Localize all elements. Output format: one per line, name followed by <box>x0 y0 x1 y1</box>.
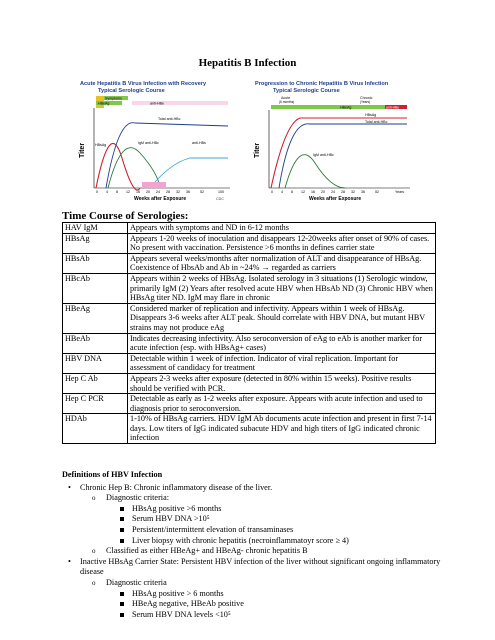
fig-left-antihbe-box <box>132 101 228 105</box>
marker-cell: Hep C PCR <box>63 394 128 414</box>
fig-left-tick: 16 <box>136 190 140 194</box>
fig-left-hbeag-label: HBeAg <box>98 101 110 106</box>
fig-right-tick: 52 <box>375 190 379 194</box>
description-cell: Appears several weeks/months after normalization of ALT and disappearance of HBsAg. Coexistence of HbsAb and Ab in ~24% → regarded as carriers <box>128 253 436 273</box>
description-cell: Detectable as early as 1-2 weeks after exposure. Appears with acute infection and used to diagnosis prior to seroconversion. <box>128 394 436 414</box>
fig-left-hbsag-label: HBsAg <box>95 143 107 147</box>
serology-table <box>62 222 436 444</box>
fig-right-tick: 8 <box>291 190 293 194</box>
table-row <box>63 353 436 373</box>
document-title: Hepatitis B Infection <box>198 57 297 69</box>
fig-right-acute-sub: (6 months) <box>279 100 295 104</box>
description-cell: Indicates decreasing infectivity. Also seroconversion of eAg to eAb is another marker for acute infection (esp. with HBsAg+ cases) <box>128 333 436 353</box>
fig-right-title-1: Progression to Chronic Hepatitis B Virus Infection <box>255 81 389 87</box>
list-item: HBsAg positive >6 months <box>62 504 442 515</box>
fig-left-symptoms-label: Symptoms <box>105 96 122 101</box>
fig-left-ylabel: Titer <box>79 142 86 158</box>
description-cell: 1-10% of HBsAg carriers. HDV IgM Ab documents acute infection and present in first 7-14 days. Low titers of IgG indicated subacute HDV and high titers of IgG indicated chronic infection <box>128 414 436 444</box>
description-cell: Appears within 2 weeks of HBsAg. Isolated serology in 3 situations (1) Serologic window, primarily IgM (2) Years after resolved acute HBV when HBsAb ND (3) Chronic HBV when HBsAg titer ND. IgM may flare in chronic <box>128 273 436 303</box>
fig-left-total-antihbc-label: Total anti-HBc <box>158 117 181 121</box>
fig-right-tick: 36 <box>361 190 365 194</box>
fig-left-xlabel: Weeks after Exposure <box>134 196 187 202</box>
fig-right-acute-label: Acute <box>281 96 291 100</box>
table-row <box>63 303 436 333</box>
fig-right-hbsag-label: HBsAg <box>365 113 377 117</box>
fig-right-tick: 12 <box>301 190 305 194</box>
table-row <box>63 414 436 444</box>
table-row <box>63 223 436 234</box>
fig-left-credit: CDC <box>216 197 224 201</box>
marker-cell: HDAb <box>63 414 128 444</box>
marker-cell: HBeAb <box>63 333 128 353</box>
fig-right-tick: 28 <box>341 190 345 194</box>
fig-left-tick: 52 <box>200 190 204 194</box>
marker-cell: HBsAg <box>63 233 128 253</box>
list-item: • Inactive HBsAg Carrier State: Persistent HBV infection of the liver without significant ongoing inflammatory disease <box>62 557 442 578</box>
fig-right-total-antihbc-label: Total anti-HBc <box>365 120 388 124</box>
chronic-hbv-figure <box>255 78 420 208</box>
fig-right-chronic-label: Chronic <box>360 96 373 100</box>
fig-left-title-2: Typical Serologic Course <box>98 88 165 94</box>
fig-right-antihbc-curve <box>279 124 407 188</box>
marker-cell: HBsAb <box>63 253 128 273</box>
marker-cell: HBcAb <box>63 273 128 303</box>
fig-left-tick: 32 <box>176 190 180 194</box>
fig-right-chronic-sub: (Years) <box>360 100 371 104</box>
fig-right-years-label: Years <box>395 190 405 194</box>
fig-right-igm-label: IgM anti-HBc <box>313 153 334 157</box>
fig-left-antihbc-curve <box>106 123 228 188</box>
table-row <box>63 394 436 414</box>
list-item: Liver biopsy with chronic hepatitis (necroinflammatoyr score ≥ 4) <box>62 536 442 547</box>
fig-right-tick: 16 <box>311 190 315 194</box>
fig-right-hbeag-box <box>271 105 405 109</box>
description-cell: Appears 2-3 weeks after exposure (detected in 80% within 15 weeks). Positive results should be verified with PCR. <box>128 373 436 393</box>
marker-cell: HAV IgM <box>63 223 128 234</box>
list-item: Serum HBV DNA >10⁵ <box>62 514 442 525</box>
fig-left-ticks <box>96 190 224 194</box>
fig-right-antihbe-label: anti-HBe <box>386 105 400 110</box>
fig-right-tick: 32 <box>351 190 355 194</box>
fig-left-tick: 8 <box>116 190 118 194</box>
fig-right-hbeag-label: HBeAg <box>340 105 352 110</box>
list-item: HBeAg negative, HBeAb positive <box>62 599 442 610</box>
list-item: HBsAg positive > 6 months <box>62 589 442 600</box>
fig-right-tick: 20 <box>321 190 325 194</box>
fig-right-ticks <box>271 190 379 194</box>
list-item: o Diagnostic criteria <box>62 578 442 589</box>
fig-left-tick: 12 <box>126 190 130 194</box>
fig-right-hbsag-curve <box>271 118 407 188</box>
list-item: Persistent/intermittent elevation of transaminases <box>62 525 442 536</box>
fig-left-tick: 4 <box>106 190 108 194</box>
fig-left-tick: 100 <box>218 190 224 194</box>
table-row <box>63 373 436 393</box>
description-cell: Considered marker of replication and infectivity. Appears within 1 week of HBsAg. Disappears 3-6 weeks after ALT peak. Should correlate with HBV DNA, but mutant HBV strains may not produce eAg <box>128 303 436 333</box>
fig-right-tick: 0 <box>271 190 273 194</box>
description-cell: Appears 1-20 weeks of inoculation and disappears 12-20weeks after onset of 90% of cases. No present with vaccination. Persistence >6 months in defines carrier state <box>128 233 436 253</box>
marker-cell: HBV DNA <box>63 353 128 373</box>
fig-left-hbsag-curve <box>96 143 140 190</box>
fig-left-tick: 28 <box>166 190 170 194</box>
fig-left-igm-label: IgM anti-HBc <box>138 141 159 145</box>
definitions-title: Definitions of HBV Infection <box>62 470 163 479</box>
fig-left-tick: 0 <box>96 190 98 194</box>
marker-cell: Hep C Ab <box>63 373 128 393</box>
acute-hbv-chart <box>80 78 238 203</box>
chronic-hbv-chart <box>255 78 420 203</box>
list-item: o Diagnostic criteria: <box>62 493 442 504</box>
definitions-list <box>62 483 442 621</box>
description-cell: Appears with symptoms and ND in 6-12 months <box>128 223 436 234</box>
list-item: • Chronic Hep B: Chronic inflammatory disease of the liver. <box>62 483 442 494</box>
fig-left-window-box <box>142 182 166 188</box>
definitions-section <box>62 470 442 620</box>
fig-left-antihbe-label: anti-HBe <box>150 101 164 106</box>
fig-right-tick: 4 <box>281 190 283 194</box>
fig-left-igm-curve <box>108 148 160 188</box>
serology-section-title: Time Course of Serologies: <box>62 210 189 222</box>
fig-right-title-2: Typical Serologic Course <box>273 88 340 94</box>
list-item: Serum HBV DNA levels <10⁵ <box>62 610 442 621</box>
fig-left-title-1: Acute Hepatitis B Virus Infection with Recovery <box>80 81 207 87</box>
list-item: o Classified as either HBeAg+ and HBeAg- chronic hepatitis B <box>62 546 442 557</box>
table-row <box>63 273 436 303</box>
table-row <box>63 253 436 273</box>
marker-cell: HBeAg <box>63 303 128 333</box>
table-row <box>63 333 436 353</box>
description-cell: Detectable within 1 week of infection. Indicator of viral replication. Important for assessment of candidacy for treatment <box>128 353 436 373</box>
fig-right-tick: 24 <box>331 190 335 194</box>
fig-left-antihbs-label: anti-HBs <box>192 141 206 145</box>
table-row <box>63 233 436 253</box>
acute-hbv-figure <box>80 78 238 208</box>
fig-right-igm-curve <box>285 155 345 188</box>
fig-left-tick: 36 <box>186 190 190 194</box>
fig-right-xlabel: Weeks after Exposure <box>309 196 362 202</box>
fig-right-ylabel: Titer <box>254 142 261 158</box>
fig-left-tick: 24 <box>156 190 160 194</box>
fig-left-tick: 20 <box>146 190 150 194</box>
